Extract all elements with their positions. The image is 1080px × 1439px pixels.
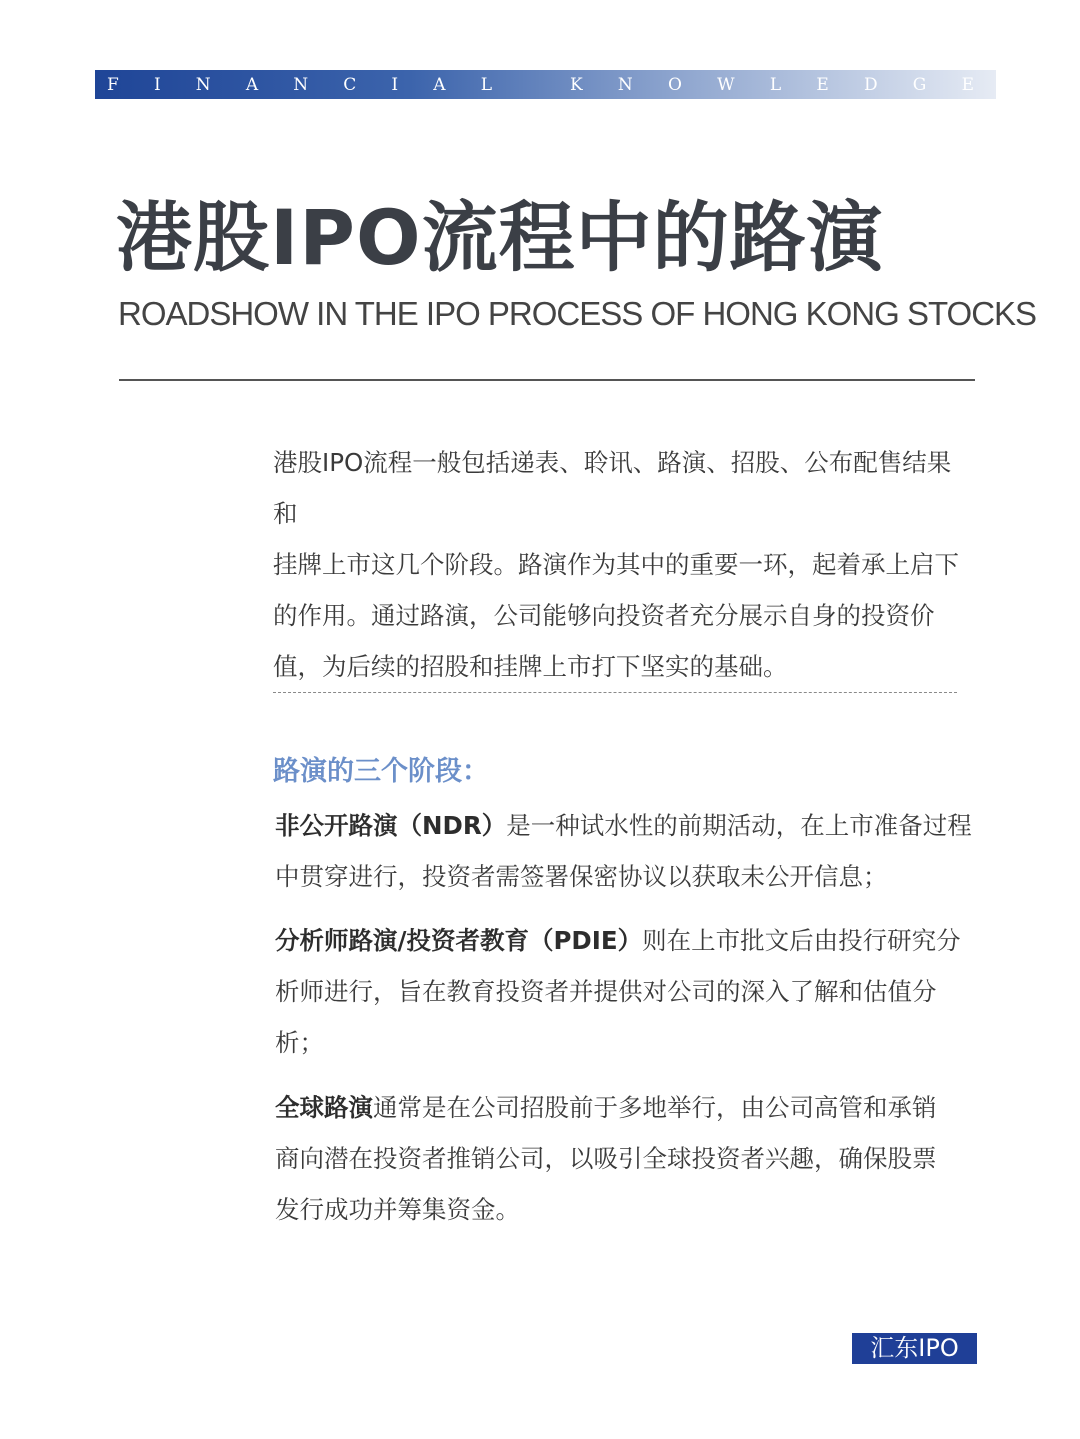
banner-letter: I	[391, 74, 399, 95]
dashed-divider	[273, 692, 957, 693]
stage-line	[275, 800, 975, 851]
banner-letter: O	[667, 74, 682, 95]
banner-letter: D	[863, 74, 878, 95]
stage-line: 发行成功并筹集资金。	[275, 1195, 520, 1224]
section-heading: 路演的三个阶段：	[273, 756, 489, 787]
stage-line: 析；	[275, 1028, 324, 1057]
title-divider	[119, 379, 975, 381]
banner-letter: L	[769, 74, 782, 95]
intro-line: 值，为后续的招股和挂牌上市打下坚实的基础。	[273, 652, 788, 681]
stage-pdie-paragraph	[275, 915, 975, 1068]
banner-letter: N	[195, 74, 211, 95]
banner-letter: I	[153, 74, 161, 95]
page-subtitle: ROADSHOW IN THE IPO PROCESS OF HONG KONG STOCKS	[118, 295, 1037, 332]
intro-line: 港股IPO流程一般包括递表、聆讯、路演、招股、公布配售结果和	[273, 448, 952, 528]
banner-letter: E	[816, 74, 829, 95]
stage-term: 全球路演	[275, 1093, 373, 1122]
stage-term: 非公开路演（NDR）	[275, 811, 507, 840]
stage-ndr-paragraph	[275, 800, 975, 902]
intro-paragraph	[273, 437, 973, 692]
page-title: 港股IPO流程中的路演	[116, 193, 884, 282]
banner-letter: W	[717, 74, 735, 95]
stage-line	[275, 1082, 975, 1133]
stage-text: 是一种试水性的前期活动，在上市准备过程	[506, 811, 972, 840]
stage-term: 分析师路演/投资者教育（PDIE）	[275, 926, 643, 955]
brand-badge: 汇东IPO	[852, 1333, 977, 1364]
stage-line: 商向潜在投资者推销公司，以吸引全球投资者兴趣，确保股票	[275, 1144, 937, 1173]
stage-global-paragraph	[275, 1082, 975, 1235]
stage-text: 通常是在公司招股前于多地举行，由公司高管和承销	[373, 1093, 937, 1122]
banner-letter: F	[107, 74, 119, 95]
banner-word-financial	[107, 75, 492, 95]
intro-line: 挂牌上市这几个阶段。路演作为其中的重要一环，起着承上启下	[273, 550, 959, 579]
banner-letter: G	[912, 74, 927, 95]
banner-letter: C	[343, 74, 357, 95]
banner-letter: A	[245, 74, 259, 95]
intro-line: 的作用。通过路演，公司能够向投资者充分展示自身的投资价	[273, 601, 935, 630]
stage-line: 中贯穿进行，投资者需签署保密协议以获取未公开信息；	[275, 862, 888, 891]
banner-letter: K	[570, 74, 583, 95]
header-banner	[95, 70, 996, 99]
banner-letter: N	[617, 74, 633, 95]
banner-word-knowledge	[570, 75, 974, 95]
stage-line: 析师进行，旨在教育投资者并提供对公司的深入了解和估值分	[275, 977, 937, 1006]
banner-letter: N	[293, 74, 309, 95]
stage-line	[275, 915, 975, 966]
banner-letter: A	[433, 74, 446, 95]
banner-letter: L	[480, 74, 492, 95]
banner-letter: E	[961, 74, 974, 95]
stage-text: 则在上市批文后由投行研究分	[642, 926, 961, 955]
